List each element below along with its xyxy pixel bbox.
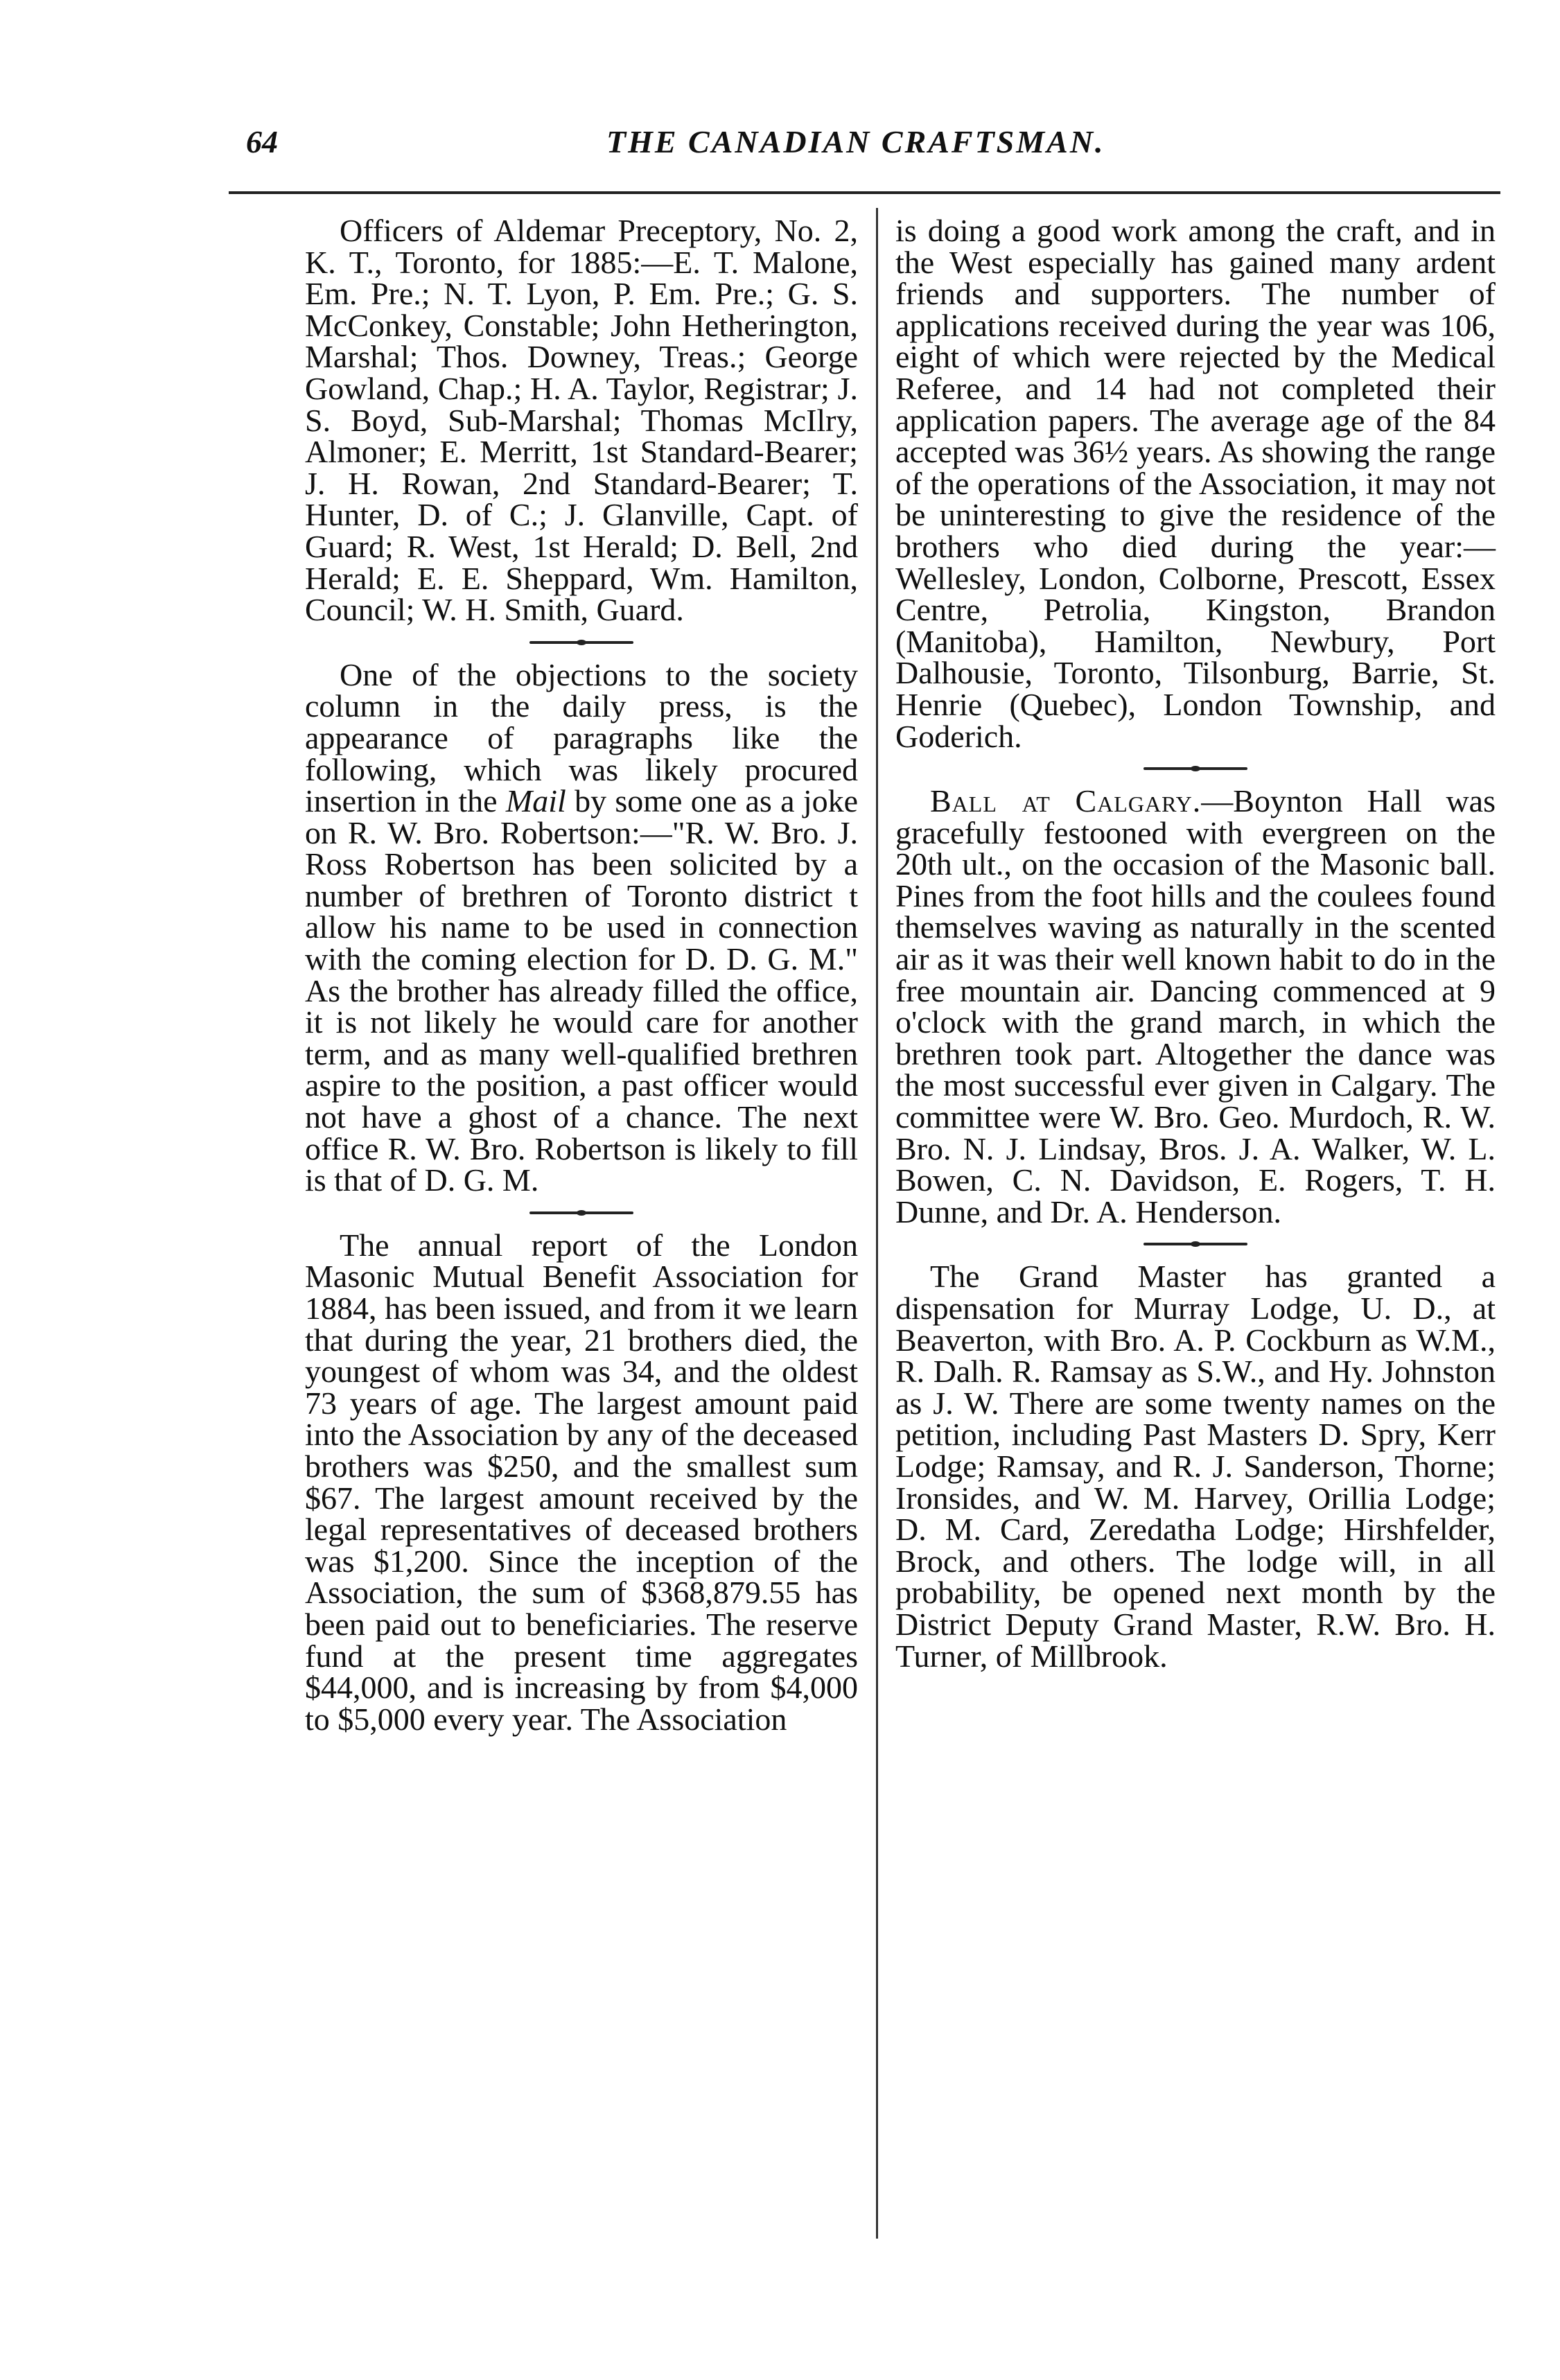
- page-number: 64: [246, 124, 278, 159]
- left-column: [305, 215, 858, 1735]
- header-rule: [229, 191, 1500, 194]
- mail-newspaper-name: Mail: [505, 783, 566, 819]
- society-column-text-a: One of the objections to the society column in the daily press, is the appearance of paragraphs like the following, which was likely procured insertion in the: [305, 656, 858, 819]
- section-divider: [895, 752, 1496, 785]
- right-column: [895, 215, 1496, 1672]
- society-column-text-b: by some one as a joke on R. W. Bro. Robertson:—"R. W. Bro. J. Ross Robertson has been solicited by a number of brethren of Toronto district t allow his name to be used in connection with the coming election for D. D. G. M." As the brother has already filled the office, it is not likely he would care for another term, and as many well-qualified brethren aspire to the position, a past officer would not have a ghost of a chance. The next office R. W. Bro. Robertson is likely to fill is that of D. G. M.: [305, 783, 859, 1198]
- section-divider: [305, 626, 858, 659]
- calgary-ball-heading: Ball at Calgary.: [930, 783, 1202, 819]
- page-header: [246, 123, 1493, 179]
- section-divider: [305, 1196, 858, 1230]
- calgary-ball-paragraph: [895, 783, 1496, 1230]
- running-title: THE CANADIAN CRAFTSMAN.: [606, 124, 1105, 159]
- column-divider: [876, 208, 878, 2239]
- society-column-paragraph: [305, 656, 859, 1198]
- murray-lodge-paragraph: The Grand Master has granted a dispensation for Murray Lodge, U. D., at Beaverton, with Bro. A. P. Cockburn as W.M., R. Dalh. R. Ramsay as S.W., and Hy. Johnston as J. W. There are some twenty names on the petition, including Past Masters D. Spry, Kerr Lodge; Ramsay, and R. J. Sanderson, Thorne; Ironsides, and W. M. Harvey, Orillia Lodge; D. M. Card, Zeredatha Lodge; Hirshfelder, Brock, and others. The lodge will, in all probability, be opened next month by the District Deputy Grand Master, R.W. Bro. H. Turner, of Millbrook.: [895, 1259, 1496, 1674]
- association-continuation-paragraph: is doing a good work among the craft, and in the West especially has gained many ardent friends and supporters. The number of applications received during the year was 106, eight of which were rejected by the Medical Referee, and 14 had not completed their application papers. The average age of the 84 accepted was 36½ years. As showing the range of the operations of the Association, it may not be uninteresting to give the residence of the brothers who died during the year:—Wellesley, London, Colborne, Prescott, Essex Centre, Petrolia, Kingston, Brandon (Manitoba), Hamilton, Newbury, Port Dalhousie, Toronto, Tilsonburg, Barrie, St. Henrie (Quebec), London Township, and Goderich.: [895, 213, 1496, 754]
- calgary-ball-text: —Boynton Hall was gracefully festooned with evergreen on the 20th ult., on the occasion of the Masonic ball. Pines from the foot hills and the coulees found themselves waving as naturally in the scented air as it was their well known habit to do in the free mountain air. Dancing commenced at 9 o'clock with the grand march, in which the brethren took part. Altogether the dance was the most successful ever given in Calgary. The committee were W. Bro. Geo. Murdoch, R. W. Bro. N. J. Lindsay, Bros. J. A. Walker, W. L. Bowen, C. N. Davidson, E. Rogers, T. H. Dunne, and Dr. A. Henderson.: [895, 783, 1496, 1230]
- preceptory-officers-paragraph: Officers of Aldemar Preceptory, No. 2, K. T., Toronto, for 1885:—E. T. Malone, Em. Pre.; N. T. Lyon, P. Em. Pre.; G. S. McConkey, Constable; John Hetherington, Marshal; Thos. Downey, Treas.; George Gowland, Chap.; H. A. Taylor, Registrar; J. S. Boyd, Sub-Marshal; Thomas McIlry, Almoner; E. Merritt, 1st Standard-Bearer; J. H. Rowan, 2nd Standard-Bearer; T. Hunter, D. of C.; J. Glanville, Capt. of Guard; R. West, 1st Herald; D. Bell, 2nd Herald; E. E. Sheppard, Wm. Hamilton, Council; W. H. Smith, Guard.: [305, 213, 858, 628]
- section-divider: [895, 1227, 1496, 1261]
- benefit-association-paragraph: The annual report of the London Masonic Mutual Benefit Association for 1884, has been issued, and from it we learn that during the year, 21 brothers died, the youngest of whom was 34, and the oldest 73 years of age. The largest amount paid into the Association by any of the deceased brothers was $250, and the smallest sum $67. The largest amount received by the legal representatives of deceased brothers was $1,200. Since the inception of the Association, the sum of $368,879.55 has been paid out to beneficiaries. The reserve fund at the present time aggregates $44,000, and is increasing by from $4,000 to $5,000 every year. The Association: [305, 1227, 858, 1737]
